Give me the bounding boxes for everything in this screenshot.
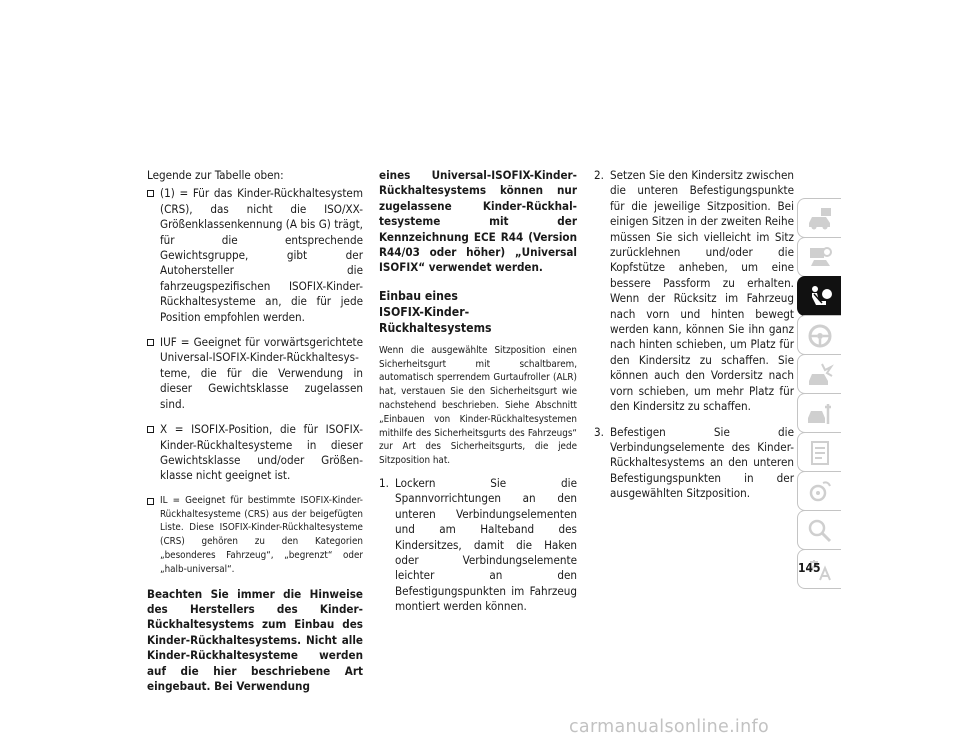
step-item (594, 425, 794, 502)
step-item (594, 168, 794, 415)
middle-column (379, 168, 577, 615)
car-keys-icon[interactable] (797, 237, 841, 277)
page-number: 145 (798, 561, 821, 575)
heading-line-2: ISOFIX-Kinder-Rückhaltesystems (379, 304, 492, 335)
legend-item (147, 494, 363, 577)
search-icon[interactable] (797, 510, 841, 550)
square-bullet-icon (147, 339, 154, 346)
airbag-safety-icon[interactable] (797, 276, 841, 316)
watermark: carmanualsonline.info (569, 717, 769, 737)
section-heading (379, 288, 577, 336)
continued-warning-text: eines Universal-ISOFIX-Kinder-Rückhaltesystems können nur zugelassene Kinder-Rückhaltesysteme mit der Kennzeichnung ECE R44 (Version R44/03 oder höher) „Universal ISOFIX“ verwendet werden. (379, 168, 577, 275)
step-number: 2. (594, 168, 604, 182)
legend-item (147, 422, 363, 484)
intro-paragraph: Wenn die ausgewählte Sitzposition einen Sicherheitsgurt mit schaltbarem, automatisch sperrendem Gurtaufroller (ALR) hat, verstauen Sie den Sicherheitsgurt wie nachstehend beschrieben. Siehe Abschnitt „Einbauen von Kinder-Rückhaltesystemen mithilfe des Sicherheitsgurts des Fahrzeugs“ zur Art des Sicherheitsgurts, die jede Sitzposition hat. (379, 344, 577, 467)
step-number: 1. (379, 476, 389, 491)
multimedia-icon[interactable] (797, 471, 841, 511)
legend-text: IL = Geeignet für bestimmte ISOFIX-Kinder-Rückhaltesysteme (CRS) aus der beigefügten Liste. Diese ISOFIX-Kinder-Rückhaltesysteme (CRS) gehören zu den Kategorien „besonderes Fahrzeug“, „begrenzt“ oder „halb-universal“. (160, 494, 363, 575)
square-bullet-icon (147, 190, 154, 197)
legend-item (147, 186, 363, 325)
car-service-icon[interactable] (797, 393, 841, 433)
square-bullet-icon (147, 426, 154, 433)
step-item (379, 476, 577, 615)
legend-text: X = ISOFIX-Position, die für ISOFIX-Kinder-Rückhaltesysteme in dieser Gewichtsklasse und/oder Größenklasse nicht geeignet ist. (160, 422, 363, 483)
legend-intro: Legende zur Tabelle oben: (147, 168, 284, 182)
heading-line-1: Einbau eines (379, 288, 458, 303)
legend-item (147, 335, 363, 412)
right-column (594, 168, 794, 502)
warning-text: Beachten Sie immer die Hinweise des Herstellers des Kinder-Rückhaltesystems zum Einbau des Kinder-Rückhaltesystems. Nicht alle Kinder-Rückhaltesysteme werden auf die hier beschriebene Art eingebaut. Bei Verwendung (147, 586, 363, 693)
car-crash-icon[interactable] (797, 354, 841, 394)
legend-text: IUF = Geeignet für vorwärtsgerichtete Universal-ISOFIX-Kinder-Rückhaltesysteme, die für die Verwendung in dieser Gewichtsklasse zugelassen sind. (160, 335, 363, 411)
car-info-icon[interactable] (797, 198, 841, 238)
left-column (147, 168, 363, 694)
legend-text: (1) = Für das Kinder-Rückhaltesystem (CRS), das nicht die ISO/XX-Größenklassenkennung (A bis G) trägt, für die entsprechende Gewichtsgruppe, gibt der Autohersteller die fahrzeugspezifischen ISOFIX-Kinder-Rückhaltesysteme an, die für jede Position empfohlen werden. (160, 186, 363, 324)
step-number: 3. (594, 424, 604, 439)
step-text: Lockern Sie die Spannvorrichtungen an den unteren Verbindungselementen und am Halteband des Kindersitzes, damit die Haken oder Verbindungselemente leichter an den Befestigungspunkten im Fahrzeug montiert werden können. (395, 476, 577, 614)
step-text: Setzen Sie den Kindersitz zwischen die unteren Befestigungspunkte für die jeweilige Sitzposition. Bei einigen Sitzen in der zweiten Reihe müssen Sie sich vielleicht im Sitz zurücklehnen und/oder die Kopfstütze anheben, um eine bessere Passform zu erhalten. Wenn der Rücksitz im Fahrzeug nach vorn und hinten bewegt werden kann, können Sie ihn ganz nach hinten schieben, um Platz für den Kindersitz zu schaffen. Sie können auch den Vordersitz nach vorn schieben, um mehr Platz für den Kindersitz zu schaffen. (610, 168, 794, 414)
square-bullet-icon (147, 498, 154, 505)
maintenance-list-icon[interactable] (797, 432, 841, 472)
steering-wheel-icon[interactable] (797, 315, 841, 355)
step-text: Befestigen Sie die Verbindungselemente des Kinder-Rückhaltesystems an den unteren Befestigungspunkten in der ausgewählten Sitzposition. (610, 424, 794, 501)
